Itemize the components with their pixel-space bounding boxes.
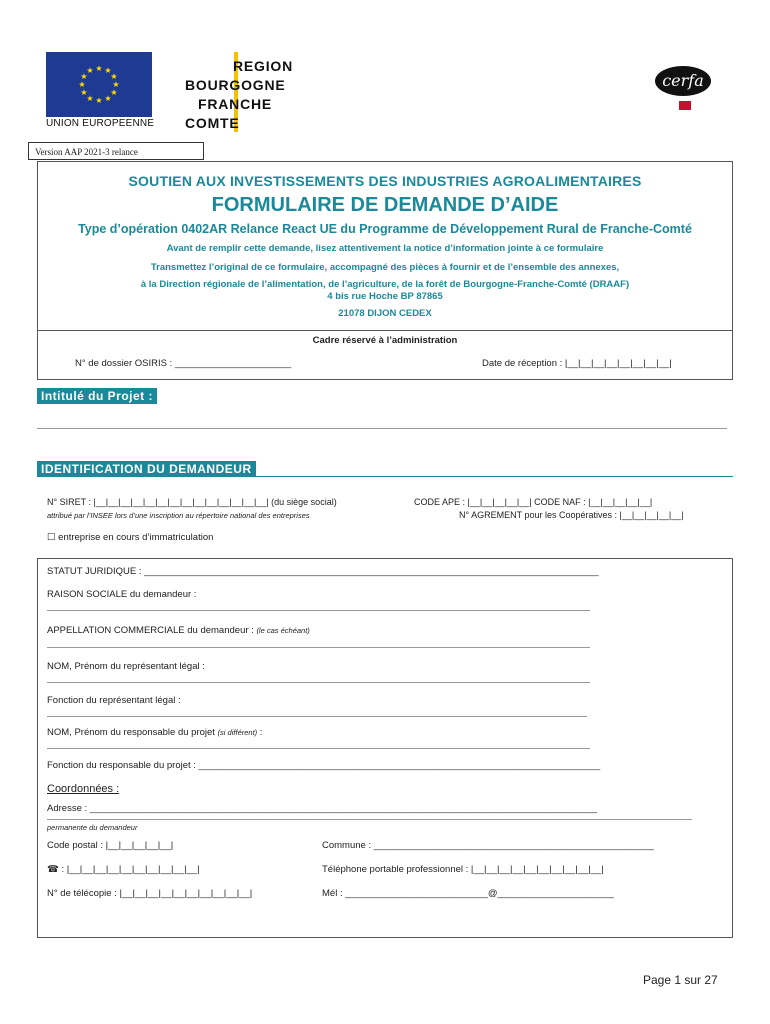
svg-text:★: ★	[86, 66, 94, 75]
agrement-field[interactable]: N° AGREMENT pour les Coopératives : |__|__|__|__|__|	[459, 510, 684, 520]
ape-naf-field[interactable]: CODE APE : |__|__|__|__|__| CODE NAF : |__|__|__|__|__|	[414, 497, 653, 507]
immatriculation-checkbox[interactable]: ☐ entreprise en cours d’immatriculation	[47, 532, 214, 543]
svg-text:★: ★	[112, 80, 120, 89]
reception-date-field[interactable]: Date de réception : |__|__|__|__|__|__|__|__|	[482, 358, 672, 369]
region-logo: REGION BOURGOGNE FRANCHE COMTE	[185, 58, 294, 131]
identification-underline	[37, 476, 733, 477]
operation-type: Type d’opération 0402AR Relance React UE du Programme de Développement Rural de Franche-Comté	[78, 222, 692, 236]
code-postal-field[interactable]: Code postal : |__|__|__|__|__|	[47, 840, 174, 851]
direction-text: à la Direction régionale de l’alimentation, de l’agriculture, de la forêt de Bourgogne-Franche-Comté (DRAAF)	[140, 279, 630, 290]
notice-text: Avant de remplir cette demande, lisez attentivement la notice d’information jointe à ce formulaire	[166, 243, 604, 254]
nom-responsable-label: NOM, Prénom du responsable du projet (si différent) :	[47, 727, 263, 738]
siret-note: attribué par l’INSEE lors d’une inscription au répertoire national des entreprises	[47, 511, 310, 520]
address-line1: 4 bis rue Hoche BP 87865	[327, 291, 443, 302]
eu-label: UNION EUROPEENNE	[46, 118, 155, 129]
address-line2: 21078 DIJON CEDEX	[338, 308, 432, 319]
svg-text:★: ★	[110, 72, 118, 81]
admin-title: Cadre réservé à l’administration	[312, 335, 458, 346]
raison-sociale-field[interactable]	[47, 610, 590, 611]
svg-text:★: ★	[78, 80, 86, 89]
appellation-note: (le cas échéant)	[256, 626, 310, 635]
svg-text:★: ★	[80, 72, 88, 81]
form-title-line1: SOUTIEN AUX INVESTISSEMENTS DES INDUSTRIES AGROALIMENTAIRES	[128, 173, 642, 189]
raison-sociale-label: RAISON SOCIALE du demandeur :	[47, 589, 197, 600]
adresse-field[interactable]: Adresse : ________________________________________________________________________________________________	[47, 803, 597, 814]
project-title-field[interactable]	[37, 428, 727, 429]
adresse-line2[interactable]	[47, 819, 692, 820]
admin-divider	[37, 330, 733, 331]
siret-field[interactable]: N° SIRET : |__|__|__|__|__|__|__|__|__|__|__|__|__|__| (du siège social)	[47, 497, 337, 507]
identification-heading: IDENTIFICATION DU DEMANDEUR	[37, 461, 256, 477]
svg-text:★: ★	[95, 96, 103, 105]
marianne-icon	[679, 101, 691, 110]
nom-responsable-note: (si différent)	[217, 728, 258, 737]
fonction-responsable-field[interactable]: Fonction du responsable du projet : ____________________________________________________________________________	[47, 760, 601, 771]
nom-responsable-field[interactable]	[47, 748, 590, 749]
appellation-label: APPELLATION COMMERCIALE du demandeur : (le cas échéant)	[47, 625, 310, 636]
form-title: FORMULAIRE DE DEMANDE D’AIDE	[211, 194, 559, 216]
appellation-field[interactable]	[47, 647, 590, 648]
commune-field[interactable]: Commune : _____________________________________________________	[322, 840, 654, 851]
portable-field[interactable]: Téléphone portable professionnel : |__|__|__|__|__|__|__|__|__|__|	[322, 864, 604, 875]
version-label: Version AAP 2021-3 relance	[28, 142, 204, 160]
adresse-note: permanente du demandeur	[47, 823, 138, 832]
svg-text:★: ★	[104, 66, 112, 75]
svg-text:★: ★	[104, 94, 112, 103]
svg-text:★: ★	[80, 88, 88, 97]
transmit-text: Transmettez l’original de ce formulaire, accompagné des pièces à fournir et de l’ensemble des annexes,	[150, 262, 620, 273]
coordonnees-heading: Coordonnées :	[47, 783, 120, 795]
mel-field[interactable]: Mél : ___________________________@______________________	[322, 888, 614, 899]
svg-text:★: ★	[95, 64, 103, 73]
eu-flag-logo	[46, 52, 152, 117]
svg-text:★: ★	[86, 94, 94, 103]
statut-field[interactable]: STATUT JURIDIQUE : ______________________________________________________________________________________	[47, 566, 599, 577]
dossier-field[interactable]: N° de dossier OSIRIS : ______________________	[75, 358, 292, 369]
telecopie-field[interactable]: N° de télécopie : |__|__|__|__|__|__|__|__|__|__|	[47, 888, 253, 899]
cerfa-logo: cerfa	[655, 66, 711, 96]
nom-representant-field[interactable]	[47, 682, 590, 683]
fonction-representant-field[interactable]	[47, 716, 587, 717]
fonction-representant-label: Fonction du représentant légal :	[47, 695, 181, 706]
project-heading: Intitulé du Projet :	[37, 388, 157, 404]
svg-text:★: ★	[110, 88, 118, 97]
page-number: Page 1 sur 27	[643, 973, 718, 987]
nom-representant-label: NOM, Prénom du représentant légal :	[47, 661, 205, 672]
telephone-field[interactable]: ☎ : |__|__|__|__|__|__|__|__|__|__|	[47, 864, 200, 875]
